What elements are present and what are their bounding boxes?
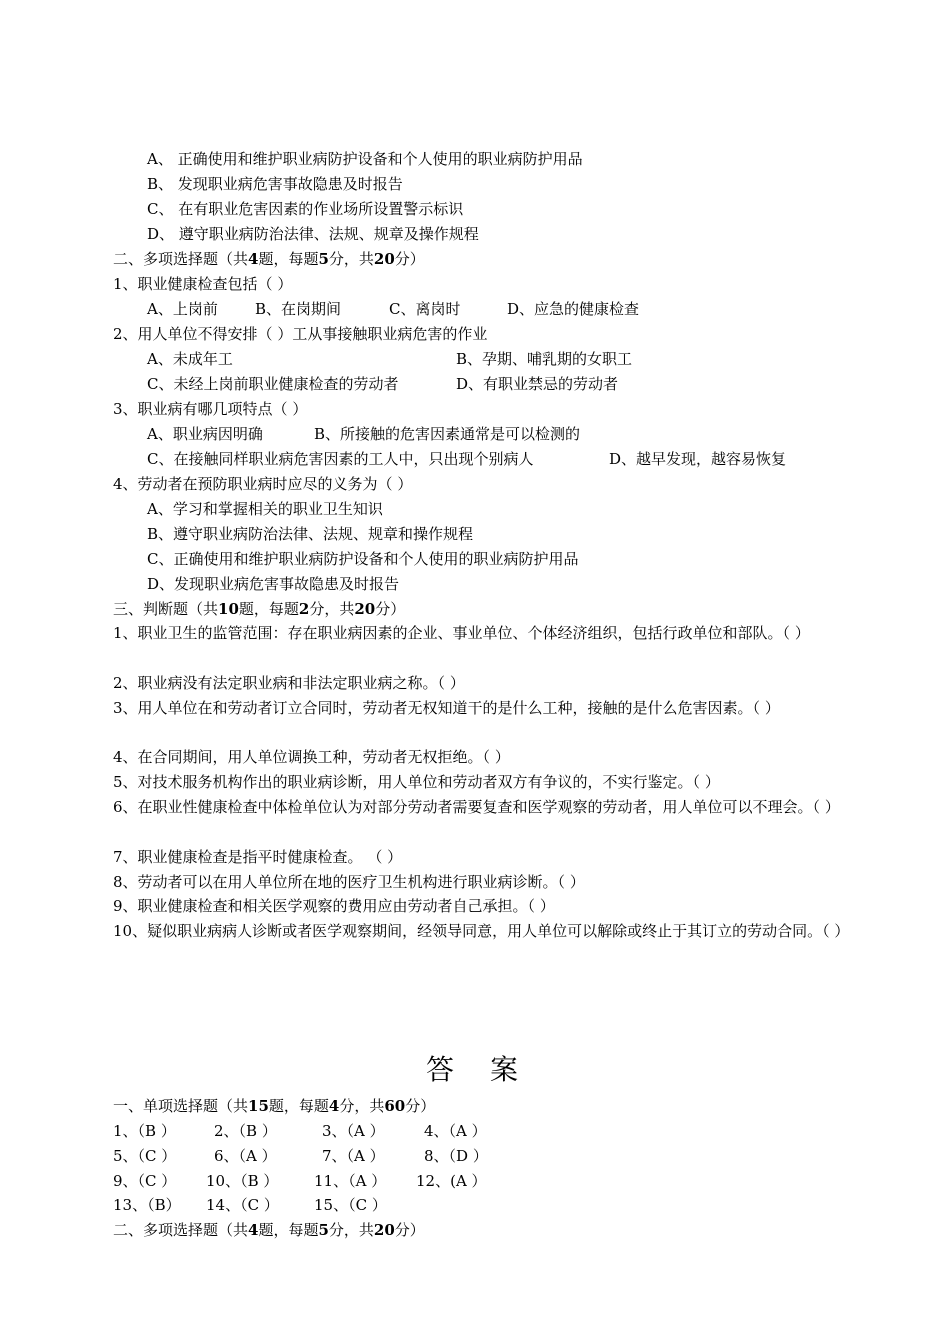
- mc-q4-option-a: A、学习和掌握相关的职业卫生知识: [147, 500, 383, 518]
- mc-question-3: 3、职业病有哪几项特点（ ）: [113, 400, 308, 418]
- answer-12: 12、(A ）: [416, 1172, 487, 1190]
- mc-q2-option-b: B、孕期、哺乳期的女职工: [456, 350, 633, 368]
- answer-11: 11、（A ）: [314, 1172, 387, 1190]
- answer-10: 10、（B ）: [206, 1172, 279, 1190]
- tf-item-5: 5、对技术服务机构作出的职业病诊断，用人单位和劳动者双方有争议的，不实行鉴定。（ ）: [113, 773, 720, 791]
- mc-q2-option-a: A、未成年工: [147, 350, 233, 368]
- answer-6: 6、（A ）: [214, 1147, 277, 1165]
- mc-q2-option-d: D、有职业禁忌的劳动者: [456, 375, 619, 393]
- mc-q2-option-c: C、未经上岗前职业健康检查的劳动者: [147, 375, 399, 393]
- mc-q1-option-c: C、离岗时: [389, 300, 461, 318]
- tf-item-8: 8、劳动者可以在用人单位所在地的医疗卫生机构进行职业病诊断。（ ）: [113, 873, 585, 891]
- tf-item-1: 1、职业卫生的监管范围：存在职业病因素的企业、事业单位、个体经济组织，包括行政单位和部队。（ ）: [113, 624, 810, 642]
- answer-3: 3、（A ）: [322, 1122, 385, 1140]
- answer-9: 9、（C ）: [113, 1172, 177, 1190]
- tf-item-3: 3、用人单位在和劳动者订立合同时，劳动者无权知道干的是什么工种，接触的是什么危害因素。（ ）: [113, 699, 780, 717]
- answer-13: 13、（B）: [113, 1196, 181, 1214]
- answers-title: 答案: [425, 1053, 554, 1086]
- mc-q1-option-d: D、应急的健康检查: [507, 300, 640, 318]
- mc-q3-option-d: D、越早发现，越容易恢复: [609, 450, 787, 468]
- tf-item-6: 6、在职业性健康检查中体检单位认为对部分劳动者需要复查和医学观察的劳动者，用人单位可以不理会。（ ）: [113, 798, 840, 816]
- answers-section2-heading: 二、多项选择题（共4题，每题5分，共20分）: [113, 1221, 425, 1239]
- mc-question-4: 4、劳动者在预防职业病时应尽的义务为（ ）: [113, 475, 413, 493]
- section2-heading: 二、多项选择题（共4题，每题5分，共20分）: [113, 250, 425, 268]
- mc-q4-option-d: D、发现职业病危害事故隐患及时报告: [147, 575, 400, 593]
- prev-option-b: B、 发现职业病危害事故隐患及时报告: [147, 175, 403, 193]
- answer-14: 14、（C ）: [206, 1196, 279, 1214]
- mc-q4-option-b: B、遵守职业病防治法律、法规、规章和操作规程: [147, 525, 474, 543]
- tf-item-9: 9、职业健康检查和相关医学观察的费用应由劳动者自己承担。（ ）: [113, 897, 555, 915]
- tf-item-4: 4、在合同期间，用人单位调换工种，劳动者无权拒绝。（ ）: [113, 748, 510, 766]
- mc-q1-option-a: A、上岗前: [147, 300, 218, 318]
- prev-option-a: A、 正确使用和维护职业病防护设备和个人使用的职业病防护用品: [147, 150, 583, 168]
- tf-item-7: 7、职业健康检查是指平时健康检查。 （ ）: [113, 848, 403, 866]
- mc-q3-option-a: A、职业病因明确: [147, 425, 263, 443]
- answer-2: 2、（B ）: [214, 1122, 277, 1140]
- tf-item-10: 10、疑似职业病病人诊断或者医学观察期间，经领导同意，用人单位可以解除或终止于其订立的劳动合同。（ ）: [113, 922, 850, 940]
- answers-section1-heading: 一、单项选择题（共15题，每题4分，共60分）: [113, 1097, 436, 1115]
- mc-question-2: 2、用人单位不得安排（ ）工从事接触职业病危害的作业: [113, 325, 488, 343]
- answer-5: 5、（C ）: [113, 1147, 177, 1165]
- answer-1: 1、（B ）: [113, 1122, 176, 1140]
- mc-q3-option-b: B、所接触的危害因素通常是可以检测的: [314, 425, 581, 443]
- mc-q1-option-b: B、在岗期间: [255, 300, 342, 318]
- mc-q3-option-c: C、在接触同样职业病危害因素的工人中，只出现个别病人: [147, 450, 534, 468]
- prev-option-c: C、 在有职业危害因素的作业场所设置警示标识: [147, 200, 464, 218]
- section3-heading: 三、判断题（共10题，每题2分，共20分）: [113, 600, 406, 618]
- answer-7: 7、（A ）: [322, 1147, 385, 1165]
- answer-15: 15、（C ）: [314, 1196, 387, 1214]
- mc-q4-option-c: C、正确使用和维护职业病防护设备和个人使用的职业病防护用品: [147, 550, 579, 568]
- answer-8: 8、（D ）: [424, 1147, 488, 1165]
- prev-option-d: D、 遵守职业病防治法律、法规、规章及操作规程: [147, 225, 479, 243]
- answer-4: 4、（A ）: [424, 1122, 487, 1140]
- tf-item-2: 2、职业病没有法定职业病和非法定职业病之称。（ ）: [113, 674, 465, 692]
- mc-question-1: 1、职业健康检查包括（ ）: [113, 275, 293, 293]
